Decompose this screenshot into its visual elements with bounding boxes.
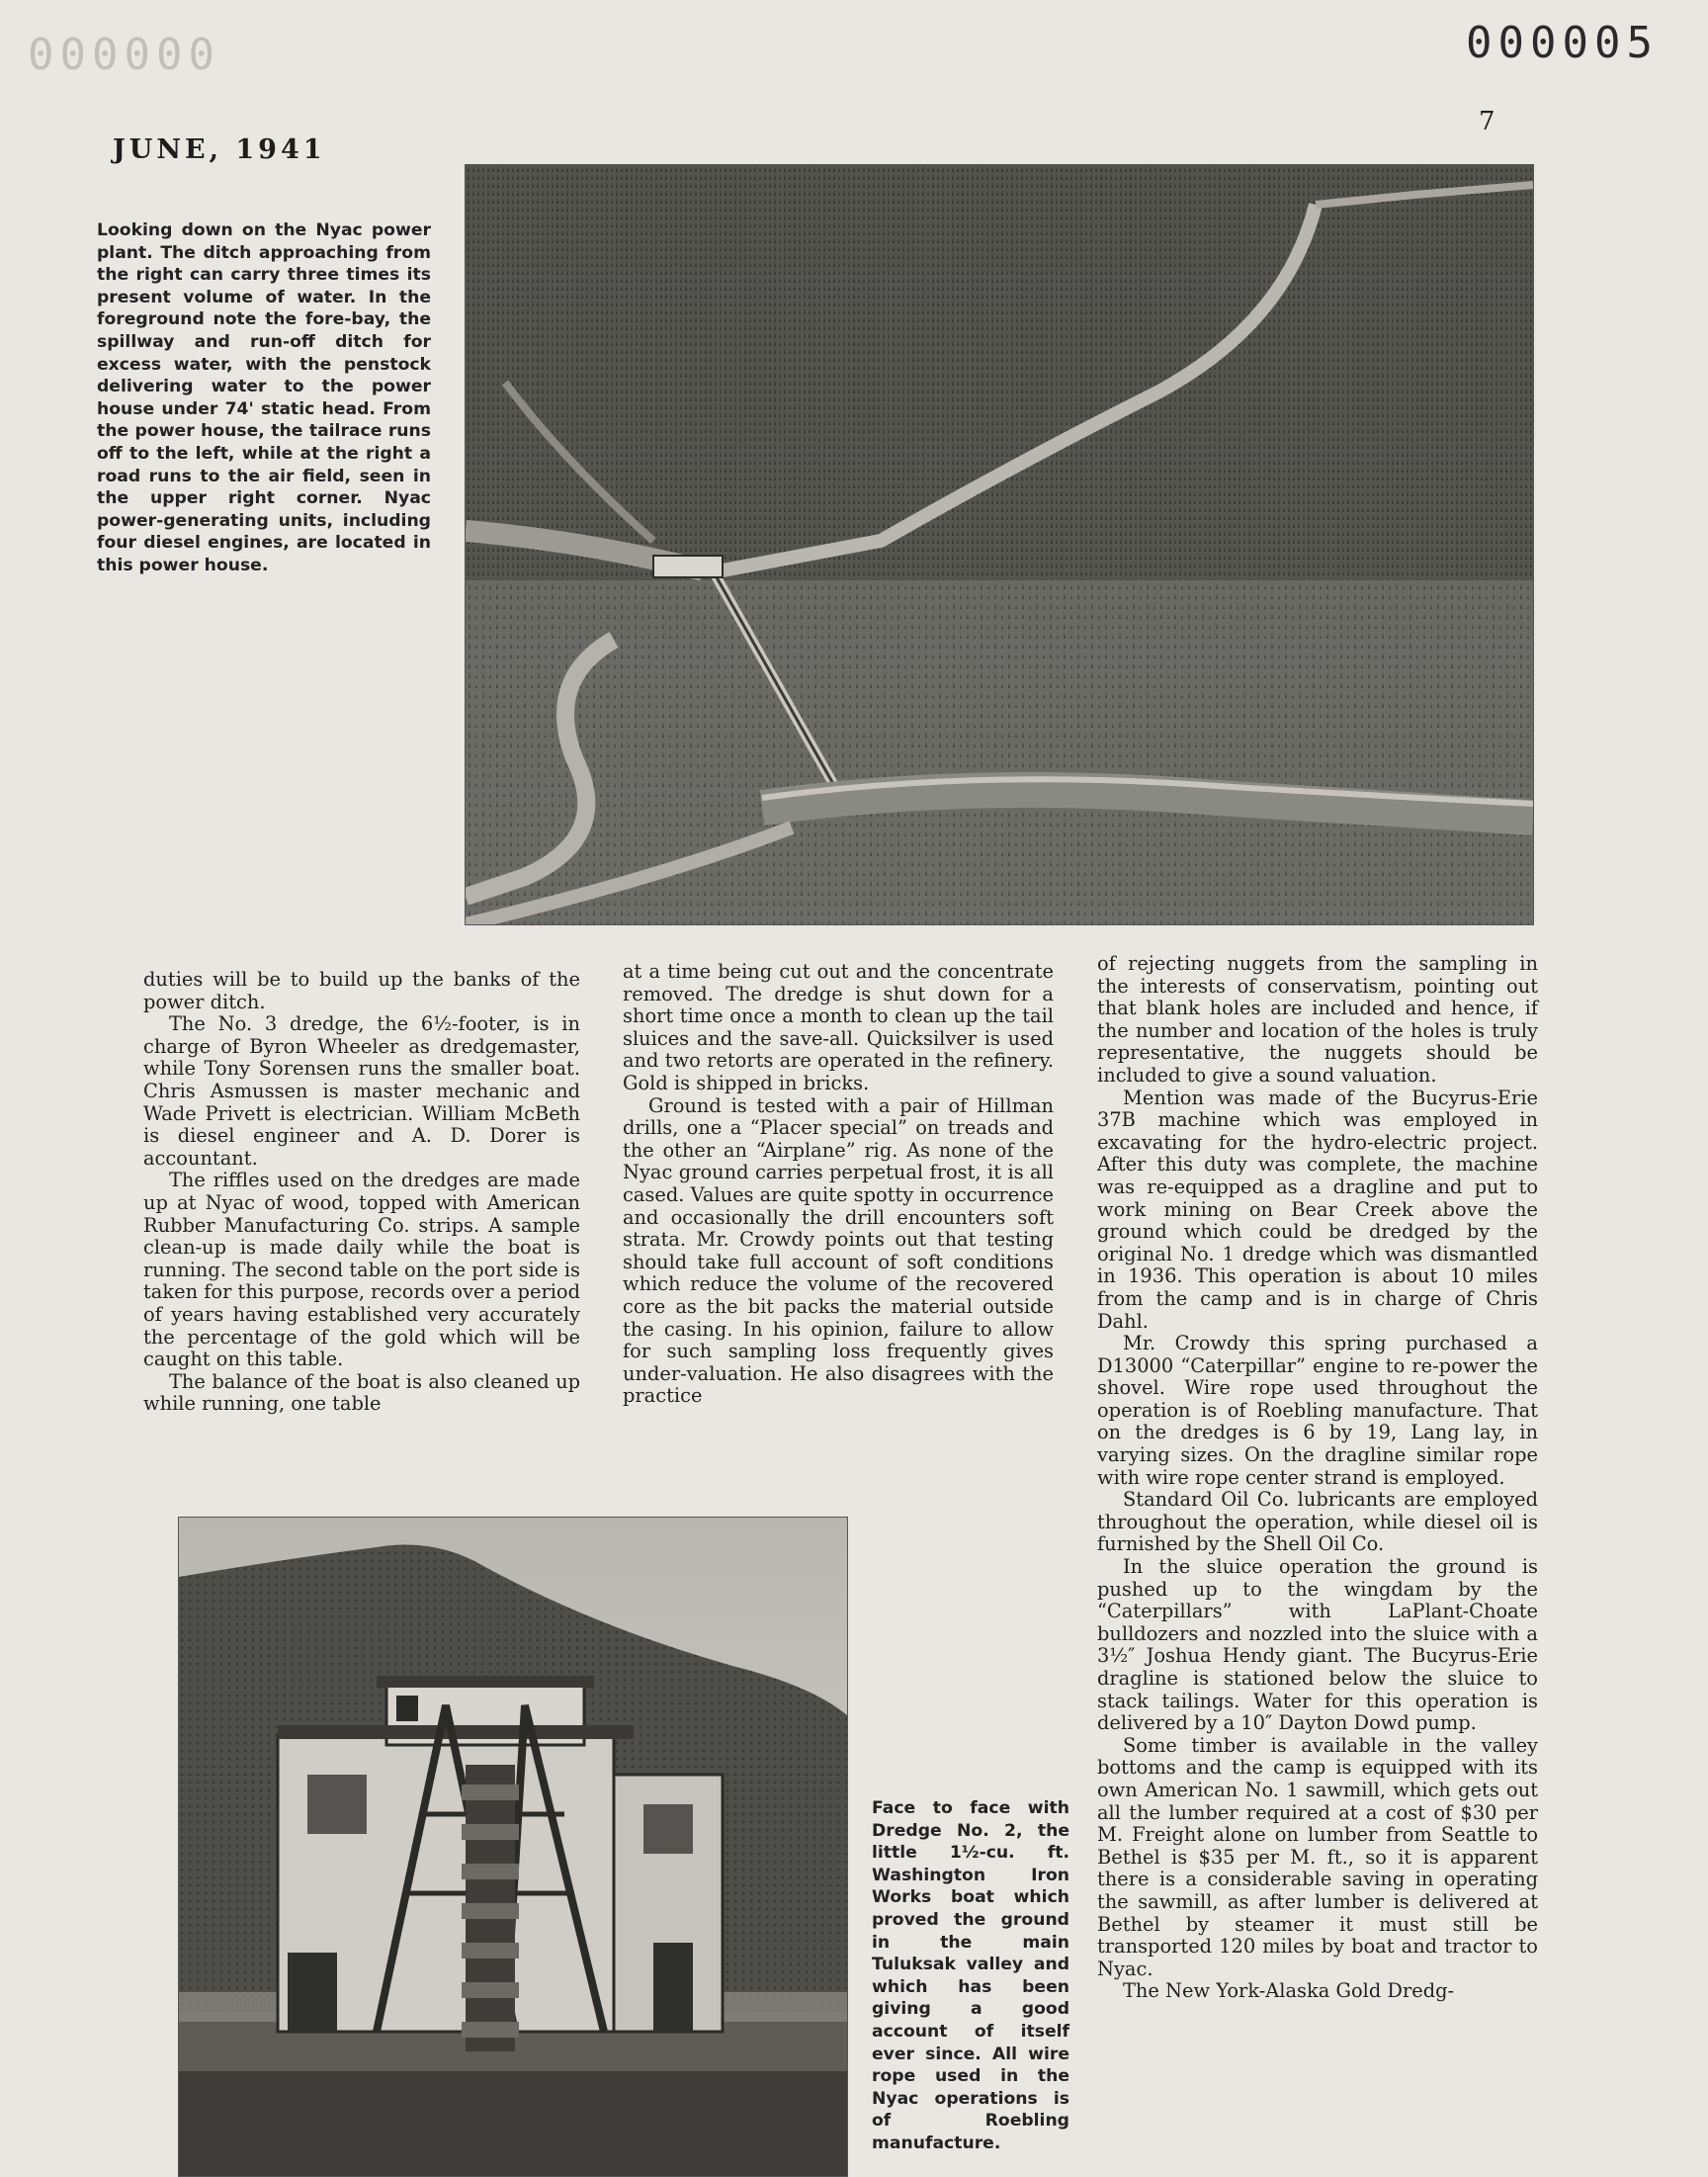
paragraph: Mention was made of the Bucyrus-Erie 37B machine which was employed in excavating for the hydro-electric project. After this duty was complete, the machine was re-equipped as a dragline and put to work mining on Bear Creek above the ground which could be dredged by the original No. 1 dredge which was dismantled in 1936. This operation is about 10 miles from the camp and is in charge of Chris Dahl. xyxy=(1097,1086,1538,1333)
paragraph: Some timber is available in the valley bottoms and the camp is equipped with its own American No. 1 sawmill, which gets out all the lumber required at a cost of $30 per M. Freight alone on lumber from Seattle to Bethel is $35 per M. ft., so it is apparent there is a considerable saving in operating the sawmill, as after lumber is delivered at Bethel by steamer it must still be transported 120 miles by boat and tractor to Nyac. xyxy=(1097,1733,1538,1980)
page-number: 7 xyxy=(1479,107,1495,136)
dredge-photo xyxy=(178,1517,848,2177)
paragraph: Mr. Crowdy this spring purchased a D13000 “Caterpillar” engine to re-power the shovel. Wire rope used throughout the operation is of Roebling manufacture. That on the dredges is 6 by 19, Lang lay, in varying sizes. On the dragline similar rope with wire rope center strand is employed. xyxy=(1097,1332,1538,1489)
text-column-left xyxy=(143,969,580,1416)
ghost-stamp-number: 000000 xyxy=(28,30,220,80)
stamp-number: 000005 xyxy=(1466,18,1659,68)
dredge-photo-caption: Face to face with Dredge No. 2, the little 1½-cu. ft. Washington Iron Works boat which proved the ground in the main Tuluksak valley and which has been giving a good account of itself ever since. All wire rope used in the Nyac operations is of Roebling manufacture. xyxy=(872,1798,1069,2153)
paragraph: The New York-Alaska Gold Dredg- xyxy=(1123,1979,1455,2003)
issue-date: JUNE, 1941 xyxy=(113,134,326,165)
top-photo-caption: Looking down on the Nyac power plant. The ditch approaching from the right can carry three times its present volume of water. In the foreground note the fore-bay, the spillway and run-off ditch for excess water, with the penstock delivering water to the power house under 74' static head. From the power house, the tailrace runs off to the left, while at the right a road runs to the air field, seen in the upper right corner. Nyac power-generating units, including four diesel engines, are located in this power house. xyxy=(97,220,431,575)
text-column-right xyxy=(1097,953,1538,2003)
paragraph: The balance of the boat is also cleaned up while running, one table xyxy=(143,1369,580,1416)
paragraph: The riffles used on the dredges are made up at Nyac of wood, topped with American Rubber Manufacturing Co. strips. A sample clean-up is made daily while the boat is running. The second table on the port side is taken for this purpose, records over a period of years having established very accurately the percentage of the gold which will be caught on this table. xyxy=(143,1169,580,1371)
paragraph: Standard Oil Co. lubricants are employed throughout the operation, while diesel oil is furnished by the Shell Oil Co. xyxy=(1097,1488,1538,1556)
paragraph: at a time being cut out and the concentrate removed. The dredge is shut down for a short time once a month to clean up the tail sluices and the save-all. Quicksilver is used and two retorts are operated in the refinery. Gold is shipped in bricks. xyxy=(623,960,1054,1094)
paragraph: of rejecting nuggets from the sampling in the interests of conservatism, pointing out that blank holes are included and hence, if the number and location of the holes is truly representative, the nuggets should be included to give a sound valuation. xyxy=(1097,952,1538,1087)
paragraph: Ground is tested with a pair of Hillman drills, one a “Placer special” on treads and the other an “Airplane” rig. As none of the Nyac ground carries perpetual frost, it is all cased. Values are quite spotty in occurrence and occasionally the drill encounters soft strata. Mr. Crowdy points out that testing should take full account of soft conditions which reduce the volume of the recovered core as the bit packs the material outside the casing. In his opinion, failure to allow for such sampling loss frequently gives under-valuation. He also disagrees with the practice xyxy=(623,1093,1054,1408)
text-column-middle xyxy=(623,961,1054,1408)
dredge-photo-image xyxy=(179,1518,847,2176)
aerial-power-plant-photo xyxy=(465,164,1534,925)
paragraph: duties will be to build up the banks of the power ditch. xyxy=(143,968,580,1013)
paragraph: In the sluice operation the ground is pushed up to the wingdam by the “Caterpillars” with LaPlant-Choate bulldozers and nozzled into the sluice with a 3½″ Joshua Hendy giant. The Bucyrus-Erie dragline is stationed below the sluice to stack tailings. Water for this operation is delivered by a 10″ Dayton Dowd pump. xyxy=(1097,1555,1538,1735)
paragraph: The No. 3 dredge, the 6½-footer, is in charge of Byron Wheeler as dredgemaster, while Tony Sorensen runs the smaller boat. Chris Asmussen is master mechanic and Wade Privett is electrician. William McBeth is diesel engineer and A. D. Dorer is accountant. xyxy=(143,1012,580,1170)
aerial-photo-image xyxy=(466,165,1533,924)
